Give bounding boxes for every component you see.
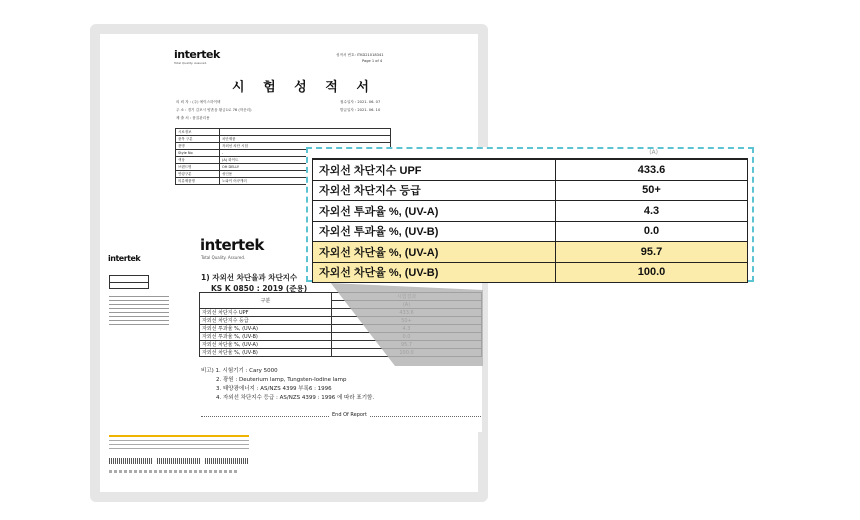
zoom-row xyxy=(313,180,748,201)
sample-label: 브랜드명 xyxy=(176,164,220,171)
zoom-item: 자외선 투과율 %, (UV-B) xyxy=(313,221,556,242)
zoom-row xyxy=(313,160,748,181)
certificate-title: 시 험 성 적 서 xyxy=(232,80,376,95)
result-item: 자외선 투과율 %, (UV-A) xyxy=(200,325,332,333)
zoom-results-table xyxy=(312,159,748,283)
zoom-item: 자외선 차단지수 UPF xyxy=(313,160,556,181)
zoom-item: 자외선 투과율 %, (UV-A) xyxy=(313,201,556,222)
zoom-value: 4.3 xyxy=(556,201,748,222)
zoom-row-highlighted xyxy=(313,262,748,283)
logo-tagline: Total Quality. Assured. xyxy=(174,61,208,65)
intertek-logo-small: intertek xyxy=(108,254,141,263)
zoom-callout xyxy=(306,147,754,282)
info-line: 의 뢰 자 : (주) 에이스하이텍 xyxy=(176,100,221,104)
zoom-row-highlighted xyxy=(313,242,748,263)
sample-label: 색상 xyxy=(176,157,220,164)
zoom-item: 자외선 차단율 %, (UV-B) xyxy=(313,262,556,283)
sample-label: 품명 xyxy=(176,143,220,150)
zoom-header-cut xyxy=(312,149,748,159)
note-line: 비고) 1. 시험기기 : Cary 5000 xyxy=(201,368,278,374)
result-item: 자외선 투과율 %, (UV-B) xyxy=(200,333,332,341)
report-number: 성적서 번호: ITKD21018341 xyxy=(336,53,384,57)
zoom-shadow-wedge xyxy=(308,282,483,366)
sample-value: 차단제품 xyxy=(220,136,391,143)
note-line: 2. 광원 : Deuterium lamp, Tungsten-Iodine lamp xyxy=(216,377,347,383)
result-item: 자외선 차단율 %, (UV-B) xyxy=(200,349,332,357)
sample-label: Style No xyxy=(176,150,220,157)
info-line: 접수일자 : 2021. 06. 07 xyxy=(340,100,381,104)
column-header-item: 구분 xyxy=(200,293,332,309)
zoom-value: 50+ xyxy=(556,180,748,201)
zoom-value: 95.7 xyxy=(556,242,748,263)
zoom-item: 자외선 차단지수 등급 xyxy=(313,180,556,201)
zoom-value: 433.6 xyxy=(556,160,748,181)
test-standard: KS K 0850 : 2019 (준용) xyxy=(211,284,308,293)
zoom-cut-label: (A) xyxy=(649,149,658,156)
zoom-row xyxy=(313,201,748,222)
zoom-value: 100.0 xyxy=(556,262,748,283)
note-line: 4. 자외선 차단지수 등급 : AS/NZS 4399 : 1996 에 따라 표기함. xyxy=(216,395,375,401)
info-line: 제 출 처 : 품질관리용 xyxy=(176,116,210,120)
info-line: 주 소 : 경기 김포시 양촌읍 황금1로 76 (학운리) xyxy=(176,108,252,112)
sample-label: 품목 구분 xyxy=(176,136,220,143)
sample-label: 의류제품명 xyxy=(176,178,220,185)
note-line: 3. 태양광에너지 : AS/NZS 4399 부록6 : 1996 xyxy=(216,386,332,392)
sample-value: 자외선 차단 시험 xyxy=(220,143,391,150)
sample-value: - xyxy=(220,150,391,157)
sample-value: 성인용 xyxy=(220,171,391,178)
intertek-logo: intertek xyxy=(174,48,220,61)
section-title: 1) 자외선 차단율과 차단지수 xyxy=(201,273,298,282)
intertek-logo-results: intertek xyxy=(200,236,264,254)
result-item: 자외선 차단지수 UPF xyxy=(200,309,332,317)
end-of-report: End Of Report xyxy=(332,412,367,418)
zoom-value: 0.0 xyxy=(556,221,748,242)
sample-label: 시료정보 xyxy=(176,129,220,136)
result-item: 자외선 차단지수 등급 xyxy=(200,317,332,325)
zoom-item: 자외선 차단율 %, (UV-A) xyxy=(313,242,556,263)
sample-value: 노와이 어쿠캐러 xyxy=(220,178,391,185)
sample-label: 연령구분 xyxy=(176,171,220,178)
logo-tagline-results: Total Quality. Assured. xyxy=(201,255,246,260)
sample-value: OH DELLY xyxy=(220,164,391,171)
result-item: 자외선 차단율 %, (UV-A) xyxy=(200,341,332,349)
info-line: 발급일자 : 2021. 06. 10 xyxy=(340,108,381,112)
zoom-row xyxy=(313,221,748,242)
page-number: Page 1 of 4 xyxy=(362,59,383,63)
sample-value: (A) 화이트 xyxy=(220,157,391,164)
